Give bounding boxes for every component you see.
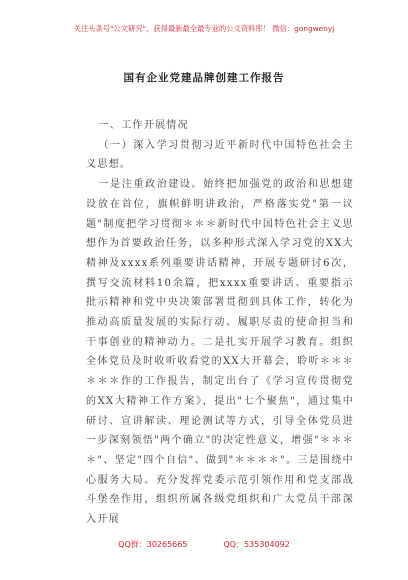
document-body bbox=[86, 116, 354, 530]
section-heading: 一、工作开展情况 bbox=[98, 120, 189, 131]
document-title: 国有企业党建品牌创建工作报告 bbox=[123, 72, 285, 84]
qq-contact: QQ：535304092 bbox=[223, 540, 290, 549]
body-paragraph: 一是注重政治建设。始终把加强党的政治和思想建设放在首位，旗帜鲜明讲政治，严格落实党"第一议题"制度把学习贯彻＊＊＊新时代中国特色社会主义思想作为首要政治任务，以多种形式深入学习党的XX大精神及xxxx系列重要讲话精神，开展专题研讨6次，撰写交流材料10余篇，把xxxx重要讲话、重要指示批示精神和党中央决策部署贯彻到具体工作，转化为推动高质量发展的实际行动、履职尽责的使命担当和干事创业的精神动力。二是扎实开展学习教育。组织全体党员及时收听收看党的XX大开幕会，聆听＊＊＊＊＊＊作的工作报告，制定出台了《学习宣传贯彻党的XX大精神工作方案》，提出"七个聚焦"，通过集中研讨、宣讲解读、理论测试等方式，引导全体党员进一步深刻领悟"两个确立"的决定性意义，增强"＊＊＊＊"、坚定"四个自信"、做到"＊＊＊＊"。三是围绕中心服务大局。充分发挥党委示范引领作用和党支部战斗堡垒作用，组织所属各级党组织和广大党员干部深入开展 bbox=[86, 179, 354, 526]
contact-footer bbox=[0, 539, 408, 550]
subsection-heading: （一）深入学习贯彻习近平新时代中国特色社会主义思想。 bbox=[86, 139, 354, 171]
promo-banner: 关注头条号"公文研究"，获得最新最全最专业的公文资料库！ 微信：gongwenyj bbox=[73, 24, 335, 33]
qq-group-contact: QQ群：30265665 bbox=[118, 540, 188, 549]
